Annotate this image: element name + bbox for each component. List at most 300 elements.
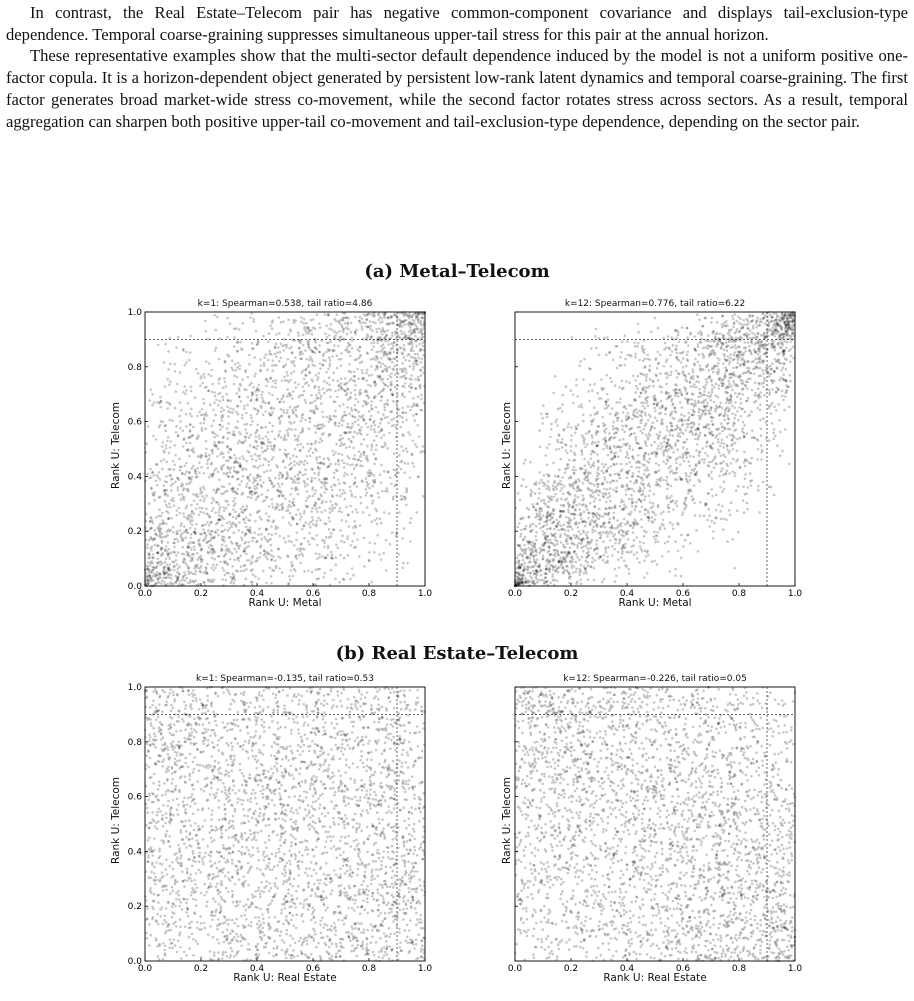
scatter-point bbox=[630, 551, 633, 554]
scatter-point bbox=[324, 522, 327, 525]
scatter-point bbox=[613, 463, 616, 466]
scatter-point bbox=[732, 448, 735, 451]
scatter-point bbox=[166, 563, 169, 566]
scatter-point bbox=[311, 516, 314, 519]
scatter-point bbox=[278, 535, 281, 538]
scatter-point bbox=[297, 477, 300, 480]
scatter-point bbox=[687, 419, 690, 422]
scatter-point bbox=[236, 376, 239, 379]
scatter-point bbox=[626, 551, 629, 554]
scatter-point bbox=[175, 425, 178, 428]
scatter-point bbox=[256, 467, 259, 470]
scatter-point bbox=[265, 512, 268, 515]
scatter-point bbox=[380, 379, 383, 382]
scatter-point bbox=[318, 372, 321, 375]
scatter-point bbox=[706, 395, 709, 398]
scatter-point bbox=[610, 451, 613, 454]
scatter-point bbox=[203, 500, 206, 503]
scatter-point bbox=[202, 398, 205, 401]
scatter-point bbox=[403, 396, 406, 399]
scatter-point bbox=[628, 551, 631, 554]
scatter-point bbox=[568, 459, 571, 462]
scatter-point bbox=[289, 512, 292, 515]
scatter-point bbox=[410, 374, 413, 377]
scatter-point bbox=[625, 407, 628, 410]
scatter-point bbox=[283, 434, 286, 437]
scatter-point bbox=[689, 381, 692, 384]
scatter-point bbox=[584, 525, 587, 528]
scatter-point bbox=[641, 345, 644, 348]
scatter-point bbox=[237, 529, 240, 532]
scatter-point bbox=[301, 417, 304, 420]
scatter-point bbox=[236, 461, 239, 464]
scatter-point bbox=[693, 484, 696, 487]
scatter-point bbox=[412, 414, 415, 417]
scatter-point bbox=[593, 383, 596, 386]
scatter-point bbox=[728, 329, 731, 332]
scatter-point bbox=[223, 518, 226, 521]
scatter-point bbox=[407, 405, 410, 408]
scatter-point bbox=[623, 559, 626, 562]
scatter-point bbox=[211, 581, 214, 584]
scatter-point bbox=[615, 575, 618, 578]
scatter-point bbox=[582, 572, 585, 575]
scatter-point bbox=[235, 369, 238, 372]
scatter-point bbox=[211, 425, 214, 428]
scatter-point bbox=[150, 476, 153, 479]
scatter-point bbox=[373, 439, 376, 442]
scatter-point bbox=[351, 473, 354, 476]
scatter-point bbox=[349, 344, 352, 347]
scatter-point bbox=[156, 474, 159, 477]
scatter-point bbox=[201, 548, 204, 551]
scatter-point bbox=[328, 327, 331, 330]
scatter-point bbox=[311, 378, 314, 381]
scatter-point bbox=[210, 462, 213, 465]
scatter-point bbox=[773, 494, 776, 497]
scatter-point bbox=[353, 431, 356, 434]
scatter-point bbox=[666, 426, 669, 429]
scatter-point bbox=[347, 351, 350, 354]
scatter-point bbox=[736, 328, 739, 331]
scatter-point bbox=[175, 346, 178, 349]
scatter-point bbox=[174, 454, 177, 457]
scatter-point bbox=[290, 372, 293, 375]
scatter-point bbox=[158, 508, 161, 511]
scatter-point bbox=[729, 434, 732, 437]
scatter-point bbox=[418, 435, 421, 438]
y-tick-label: 0.2 bbox=[128, 527, 142, 537]
scatter-point bbox=[321, 440, 324, 443]
scatter-point bbox=[168, 570, 171, 573]
scatter-point bbox=[604, 478, 607, 481]
scatter-point bbox=[593, 406, 596, 409]
scatter-point bbox=[603, 476, 606, 479]
scatter-point bbox=[393, 417, 396, 420]
scatter-point bbox=[317, 424, 320, 427]
scatter-point bbox=[376, 534, 379, 537]
scatter-point bbox=[272, 425, 275, 428]
scatter-point bbox=[171, 419, 174, 422]
scatter-point bbox=[221, 535, 224, 538]
scatter-point bbox=[723, 349, 726, 352]
scatter-point bbox=[384, 350, 387, 353]
scatter-point bbox=[758, 357, 761, 360]
scatter-point bbox=[149, 556, 152, 559]
scatter-point bbox=[165, 460, 168, 463]
scatter-point bbox=[355, 526, 358, 529]
scatter-point bbox=[346, 463, 349, 466]
scatter-point bbox=[224, 381, 227, 384]
scatter-point bbox=[613, 527, 616, 530]
scatter-point bbox=[770, 368, 773, 371]
scatter-point bbox=[636, 412, 639, 415]
scatter-point bbox=[221, 567, 224, 570]
scatter-point bbox=[334, 463, 337, 466]
scatter-point bbox=[249, 514, 252, 517]
scatter-point bbox=[355, 398, 358, 401]
scatter-point bbox=[334, 578, 337, 581]
scatter-point bbox=[339, 489, 342, 492]
scatter-point bbox=[281, 508, 284, 511]
scatter-point bbox=[285, 344, 288, 347]
scatter-point bbox=[692, 371, 695, 374]
scatter-point bbox=[172, 497, 175, 500]
scatter-point bbox=[414, 443, 417, 446]
scatter-point bbox=[725, 402, 728, 405]
scatter-point bbox=[295, 409, 298, 412]
scatter-point bbox=[383, 434, 386, 437]
scatter-point bbox=[637, 342, 640, 345]
scatter-point bbox=[169, 581, 172, 584]
scatter-point bbox=[328, 334, 331, 337]
scatter-point bbox=[168, 563, 171, 566]
scatter-point bbox=[233, 336, 236, 339]
scatter-point bbox=[324, 313, 327, 316]
scatter-point bbox=[225, 553, 228, 556]
scatter-point bbox=[183, 499, 186, 502]
scatter-point bbox=[401, 537, 404, 540]
scatter-point bbox=[179, 512, 182, 515]
scatter-point bbox=[288, 428, 291, 431]
scatter-point bbox=[343, 383, 346, 386]
scatter-point bbox=[303, 537, 306, 540]
scatter-point bbox=[318, 351, 321, 354]
scatter-point bbox=[607, 546, 610, 549]
scatter-point bbox=[238, 440, 241, 443]
scatter-point bbox=[348, 363, 351, 366]
scatter-point bbox=[743, 511, 746, 514]
scatter-point bbox=[392, 345, 395, 348]
scatter-point bbox=[311, 410, 314, 413]
scatter-point bbox=[689, 455, 692, 458]
scatter-point bbox=[679, 456, 682, 459]
scatter-point bbox=[391, 425, 394, 428]
scatter-point bbox=[554, 480, 557, 483]
scatter-point bbox=[389, 477, 392, 480]
scatter-point bbox=[254, 492, 257, 495]
scatter-point bbox=[250, 417, 253, 420]
scatter-point bbox=[310, 510, 313, 513]
scatter-point bbox=[792, 345, 795, 348]
scatter-point bbox=[271, 503, 274, 506]
scatter-point bbox=[265, 353, 268, 356]
scatter-point bbox=[410, 383, 413, 386]
scatter-point bbox=[639, 414, 642, 417]
scatter-point bbox=[248, 451, 251, 454]
scatter-point bbox=[417, 378, 420, 381]
paragraph: These representative examples show that the multi-sector default dependence induced by the model is not a uniform positive one-factor copula. It is a horizon-dependent object generated by persistent low-rank latent dynamics and temporal coarse-graining. The first factor generates broad market-wide stress co-movement, while the second factor rotates stress across sectors. As a result, temporal aggregation can sharpen both positive upper-tail co-movement and tail-exclusion-type dependence, depending on the sector pair. bbox=[6, 45, 908, 132]
scatter-point bbox=[398, 511, 401, 514]
scatter-point bbox=[157, 558, 160, 561]
scatter-point bbox=[760, 444, 763, 447]
scatter-point bbox=[157, 562, 160, 565]
scatter-point bbox=[264, 402, 267, 405]
scatter-point bbox=[163, 577, 166, 580]
scatter-point bbox=[370, 342, 373, 345]
scatter-point bbox=[409, 365, 412, 368]
scatter-point bbox=[334, 335, 337, 338]
scatter-point bbox=[307, 343, 310, 346]
scatter-point bbox=[232, 369, 235, 372]
scatter-point bbox=[283, 537, 286, 540]
scatter-point bbox=[157, 476, 160, 479]
scatter-point bbox=[583, 458, 586, 461]
scatter-point bbox=[370, 384, 373, 387]
scatter-point bbox=[245, 568, 248, 571]
scatter-point bbox=[276, 507, 279, 510]
scatter-point bbox=[315, 507, 318, 510]
scatter-point bbox=[388, 366, 391, 369]
x-tick-label: 0.6 bbox=[306, 589, 321, 599]
scatter-point bbox=[196, 558, 199, 561]
scatter-point bbox=[635, 461, 638, 464]
scatter-point bbox=[389, 543, 392, 546]
y-tick-label: 0.8 bbox=[128, 363, 143, 373]
scatter-point bbox=[335, 563, 338, 566]
scatter-point bbox=[753, 333, 756, 336]
scatter-point bbox=[240, 493, 243, 496]
scatter-point bbox=[250, 382, 253, 385]
scatter-point bbox=[235, 457, 238, 460]
scatter-point bbox=[325, 501, 328, 504]
scatter-point bbox=[172, 482, 175, 485]
scatter-point bbox=[185, 483, 188, 486]
scatter-point bbox=[215, 531, 218, 534]
scatter-point bbox=[380, 481, 383, 484]
scatter-point bbox=[602, 492, 605, 495]
scatter-point bbox=[231, 359, 234, 362]
scatter-point bbox=[359, 524, 362, 527]
scatter-point bbox=[405, 371, 408, 374]
scatter-point bbox=[214, 551, 217, 554]
scatter-point bbox=[345, 446, 348, 449]
scatter-point bbox=[380, 357, 383, 360]
scatter-point bbox=[299, 550, 302, 553]
scatter-point bbox=[388, 432, 391, 435]
scatter-point bbox=[163, 573, 166, 576]
scatter-point bbox=[602, 531, 605, 534]
scatter-point bbox=[370, 313, 373, 316]
scatter-point bbox=[303, 326, 306, 329]
scatter-point bbox=[373, 481, 376, 484]
scatter-point bbox=[274, 438, 277, 441]
scatter-point bbox=[290, 561, 293, 564]
scatter-point bbox=[286, 477, 289, 480]
scatter-point bbox=[330, 418, 333, 421]
scatter-point bbox=[219, 561, 222, 564]
scatter-point bbox=[735, 336, 738, 339]
scatter-point bbox=[213, 489, 216, 492]
scatter-point bbox=[181, 493, 184, 496]
scatter-point bbox=[360, 502, 363, 505]
scatter-point bbox=[275, 343, 278, 346]
scatter-point bbox=[331, 496, 334, 499]
scatter-point bbox=[705, 384, 708, 387]
scatter-point bbox=[241, 417, 244, 420]
scatter-point bbox=[277, 548, 280, 551]
scatter-point bbox=[350, 440, 353, 443]
scatter-point bbox=[227, 563, 230, 566]
scatter-point bbox=[710, 420, 713, 423]
scatter-point bbox=[710, 471, 713, 474]
scatter-point bbox=[674, 575, 677, 578]
scatter-point bbox=[258, 384, 261, 387]
scatter-point bbox=[220, 410, 223, 413]
scatter-point bbox=[320, 486, 323, 489]
scatter-point bbox=[771, 402, 774, 405]
scatter-point bbox=[575, 553, 578, 556]
scatter-point bbox=[245, 460, 248, 463]
scatter-point bbox=[726, 465, 729, 468]
scatter-point bbox=[297, 383, 300, 386]
scatter-point bbox=[180, 534, 183, 537]
scatter-point bbox=[308, 532, 311, 535]
scatter-point bbox=[242, 458, 245, 461]
scatter-point bbox=[385, 569, 388, 572]
scatter-point bbox=[276, 351, 279, 354]
scatter-point bbox=[307, 341, 310, 344]
scatter-point bbox=[213, 402, 216, 405]
scatter-point bbox=[253, 407, 256, 410]
scatter-point bbox=[334, 338, 337, 341]
scatter-point bbox=[343, 557, 346, 560]
scatter-point bbox=[196, 438, 199, 441]
scatter-point bbox=[735, 347, 738, 350]
scatter-point bbox=[183, 515, 186, 518]
scatter-point bbox=[253, 537, 256, 540]
scatter-point bbox=[375, 351, 378, 354]
scatter-point bbox=[381, 333, 384, 336]
scatter-point bbox=[241, 414, 244, 417]
scatter-point bbox=[309, 421, 312, 424]
scatter-plot bbox=[478, 296, 805, 604]
scatter-point bbox=[368, 410, 371, 413]
scatter-point bbox=[344, 377, 347, 380]
scatter-point bbox=[244, 509, 247, 512]
scatter-point bbox=[643, 535, 646, 538]
scatter-point bbox=[286, 371, 289, 374]
scatter-point bbox=[557, 571, 560, 574]
scatter-point bbox=[564, 546, 567, 549]
scatter-point bbox=[311, 468, 314, 471]
scatter-point bbox=[713, 457, 716, 460]
scatter-point bbox=[149, 562, 152, 565]
scatter-point bbox=[324, 487, 327, 490]
scatter-point bbox=[147, 568, 150, 571]
scatter-point bbox=[644, 513, 647, 516]
scatter-point bbox=[289, 457, 292, 460]
scatter-point bbox=[668, 535, 671, 538]
scatter-point bbox=[403, 331, 406, 334]
scatter-point bbox=[354, 359, 357, 362]
scatter-point bbox=[166, 494, 169, 497]
scatter-point bbox=[324, 572, 327, 575]
scatter-point bbox=[341, 417, 344, 420]
scatter-point bbox=[213, 537, 216, 540]
scatter-point bbox=[523, 566, 526, 569]
scatter-point bbox=[269, 544, 272, 547]
scatter-point bbox=[545, 413, 548, 416]
scatter-point bbox=[380, 330, 383, 333]
scatter-point bbox=[185, 442, 188, 445]
scatter-point bbox=[329, 463, 332, 466]
scatter-point bbox=[782, 367, 785, 370]
scatter-point bbox=[737, 531, 740, 534]
scatter-point bbox=[155, 533, 158, 536]
scatter-point bbox=[257, 424, 260, 427]
scatter-point bbox=[715, 509, 718, 512]
scatter-point bbox=[165, 510, 168, 513]
scatter-point bbox=[278, 401, 281, 404]
scatter-point bbox=[556, 580, 559, 583]
scatter-point bbox=[200, 466, 203, 469]
scatter-point bbox=[278, 474, 281, 477]
scatter-point bbox=[386, 323, 389, 326]
scatter-point bbox=[272, 555, 275, 558]
scatter-point bbox=[758, 324, 761, 327]
scatter-point bbox=[331, 557, 334, 560]
scatter-point bbox=[303, 378, 306, 381]
scatter-point bbox=[602, 559, 605, 562]
scatter-point bbox=[643, 473, 646, 476]
scatter-point bbox=[734, 392, 737, 395]
scatter-point bbox=[323, 485, 326, 488]
scatter-point bbox=[422, 345, 425, 348]
scatter-point bbox=[212, 432, 215, 435]
scatter-point bbox=[218, 511, 221, 514]
scatter-point bbox=[321, 539, 324, 542]
scatter-point bbox=[730, 401, 733, 404]
scatter-point bbox=[381, 363, 384, 366]
scatter-point bbox=[302, 386, 305, 389]
scatter-point bbox=[411, 319, 414, 322]
scatter-point bbox=[407, 431, 410, 434]
scatter-point bbox=[328, 536, 331, 539]
scatter-point bbox=[655, 373, 658, 376]
scatter-point bbox=[378, 336, 381, 339]
scatter-point bbox=[168, 452, 171, 455]
scatter-point bbox=[361, 372, 364, 375]
scatter-point bbox=[659, 431, 662, 434]
scatter-point bbox=[712, 530, 715, 533]
scatter-point bbox=[662, 519, 665, 522]
scatter-point bbox=[300, 358, 303, 361]
scatter-point bbox=[421, 332, 424, 335]
scatter-point bbox=[401, 351, 404, 354]
scatter-point bbox=[410, 329, 413, 332]
scatter-point bbox=[420, 330, 423, 333]
